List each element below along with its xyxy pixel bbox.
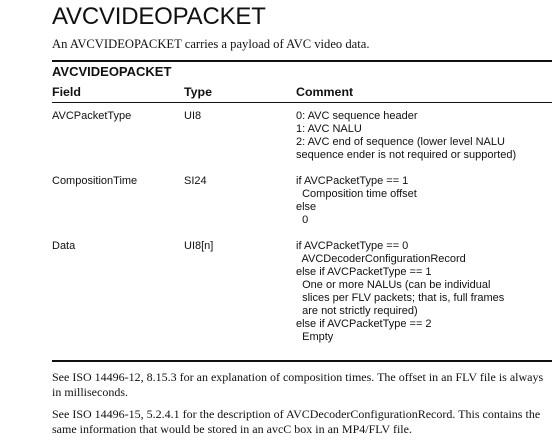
column-header-type: Type xyxy=(184,85,212,99)
row-compositiontime-type: SI24 xyxy=(184,175,207,187)
row-compositiontime-comment-line: 0 xyxy=(296,214,309,226)
row-avcpackettype-comment-line: sequence ender is not required or supported) xyxy=(296,149,517,161)
row-data-type: UI8[n] xyxy=(184,240,214,252)
row-data-comment-line: are not strictly required) xyxy=(296,305,418,317)
row-data-comment-line: AVCDecoderConfigurationRecord xyxy=(296,253,466,265)
header-divider xyxy=(52,102,552,103)
row-compositiontime-comment-line: else xyxy=(296,201,317,213)
row-data-comment-line: Empty xyxy=(296,331,334,343)
row-data-comment-line: slices per FLV packets; that is, full frames xyxy=(296,292,505,304)
table-title: AVCVIDEOPACKET xyxy=(52,64,172,79)
row-compositiontime-comment-line: if AVCPacketType == 1 xyxy=(296,175,409,187)
decoder-config-note: See ISO 14496-15, 5.2.4.1 for the description of AVCDecoderConfigurationRecord. This contains the same information that would be stored in an avcC box in an MP4/FLV file. xyxy=(52,407,541,436)
row-avcpackettype-comment-line: 2: AVC end of sequence (lower level NALU xyxy=(296,136,505,148)
row-avcpackettype-field: AVCPacketType xyxy=(52,110,132,122)
row-data-comment-line: else if AVCPacketType == 1 xyxy=(296,266,432,278)
column-header-comment: Comment xyxy=(296,85,354,99)
column-header-field: Field xyxy=(52,85,81,99)
intro-text: An AVCVIDEOPACKET carries a payload of AVC video data. xyxy=(52,37,370,51)
table-bottom-rule xyxy=(52,360,552,362)
row-compositiontime-field: CompositionTime xyxy=(52,175,138,187)
page-title: AVCVIDEOPACKET xyxy=(52,3,266,30)
row-avcpackettype-comment-line: 0: AVC sequence header xyxy=(296,110,418,122)
row-data-field: Data xyxy=(52,240,76,252)
composition-time-note: See ISO 14496-12, 8.15.3 for an explanation of composition times. The offset in an FLV file is always in milliseconds. xyxy=(52,370,544,399)
row-avcpackettype-type: UI8 xyxy=(184,110,202,122)
table-top-rule xyxy=(52,60,552,62)
row-data-comment-line: if AVCPacketType == 0 xyxy=(296,240,409,252)
row-data-comment-line: else if AVCPacketType == 2 xyxy=(296,318,432,330)
row-compositiontime-comment-line: Composition time offset xyxy=(296,188,417,200)
row-avcpackettype-comment-line: 1: AVC NALU xyxy=(296,123,362,135)
row-data-comment-line: One or more NALUs (can be individual xyxy=(296,279,491,291)
